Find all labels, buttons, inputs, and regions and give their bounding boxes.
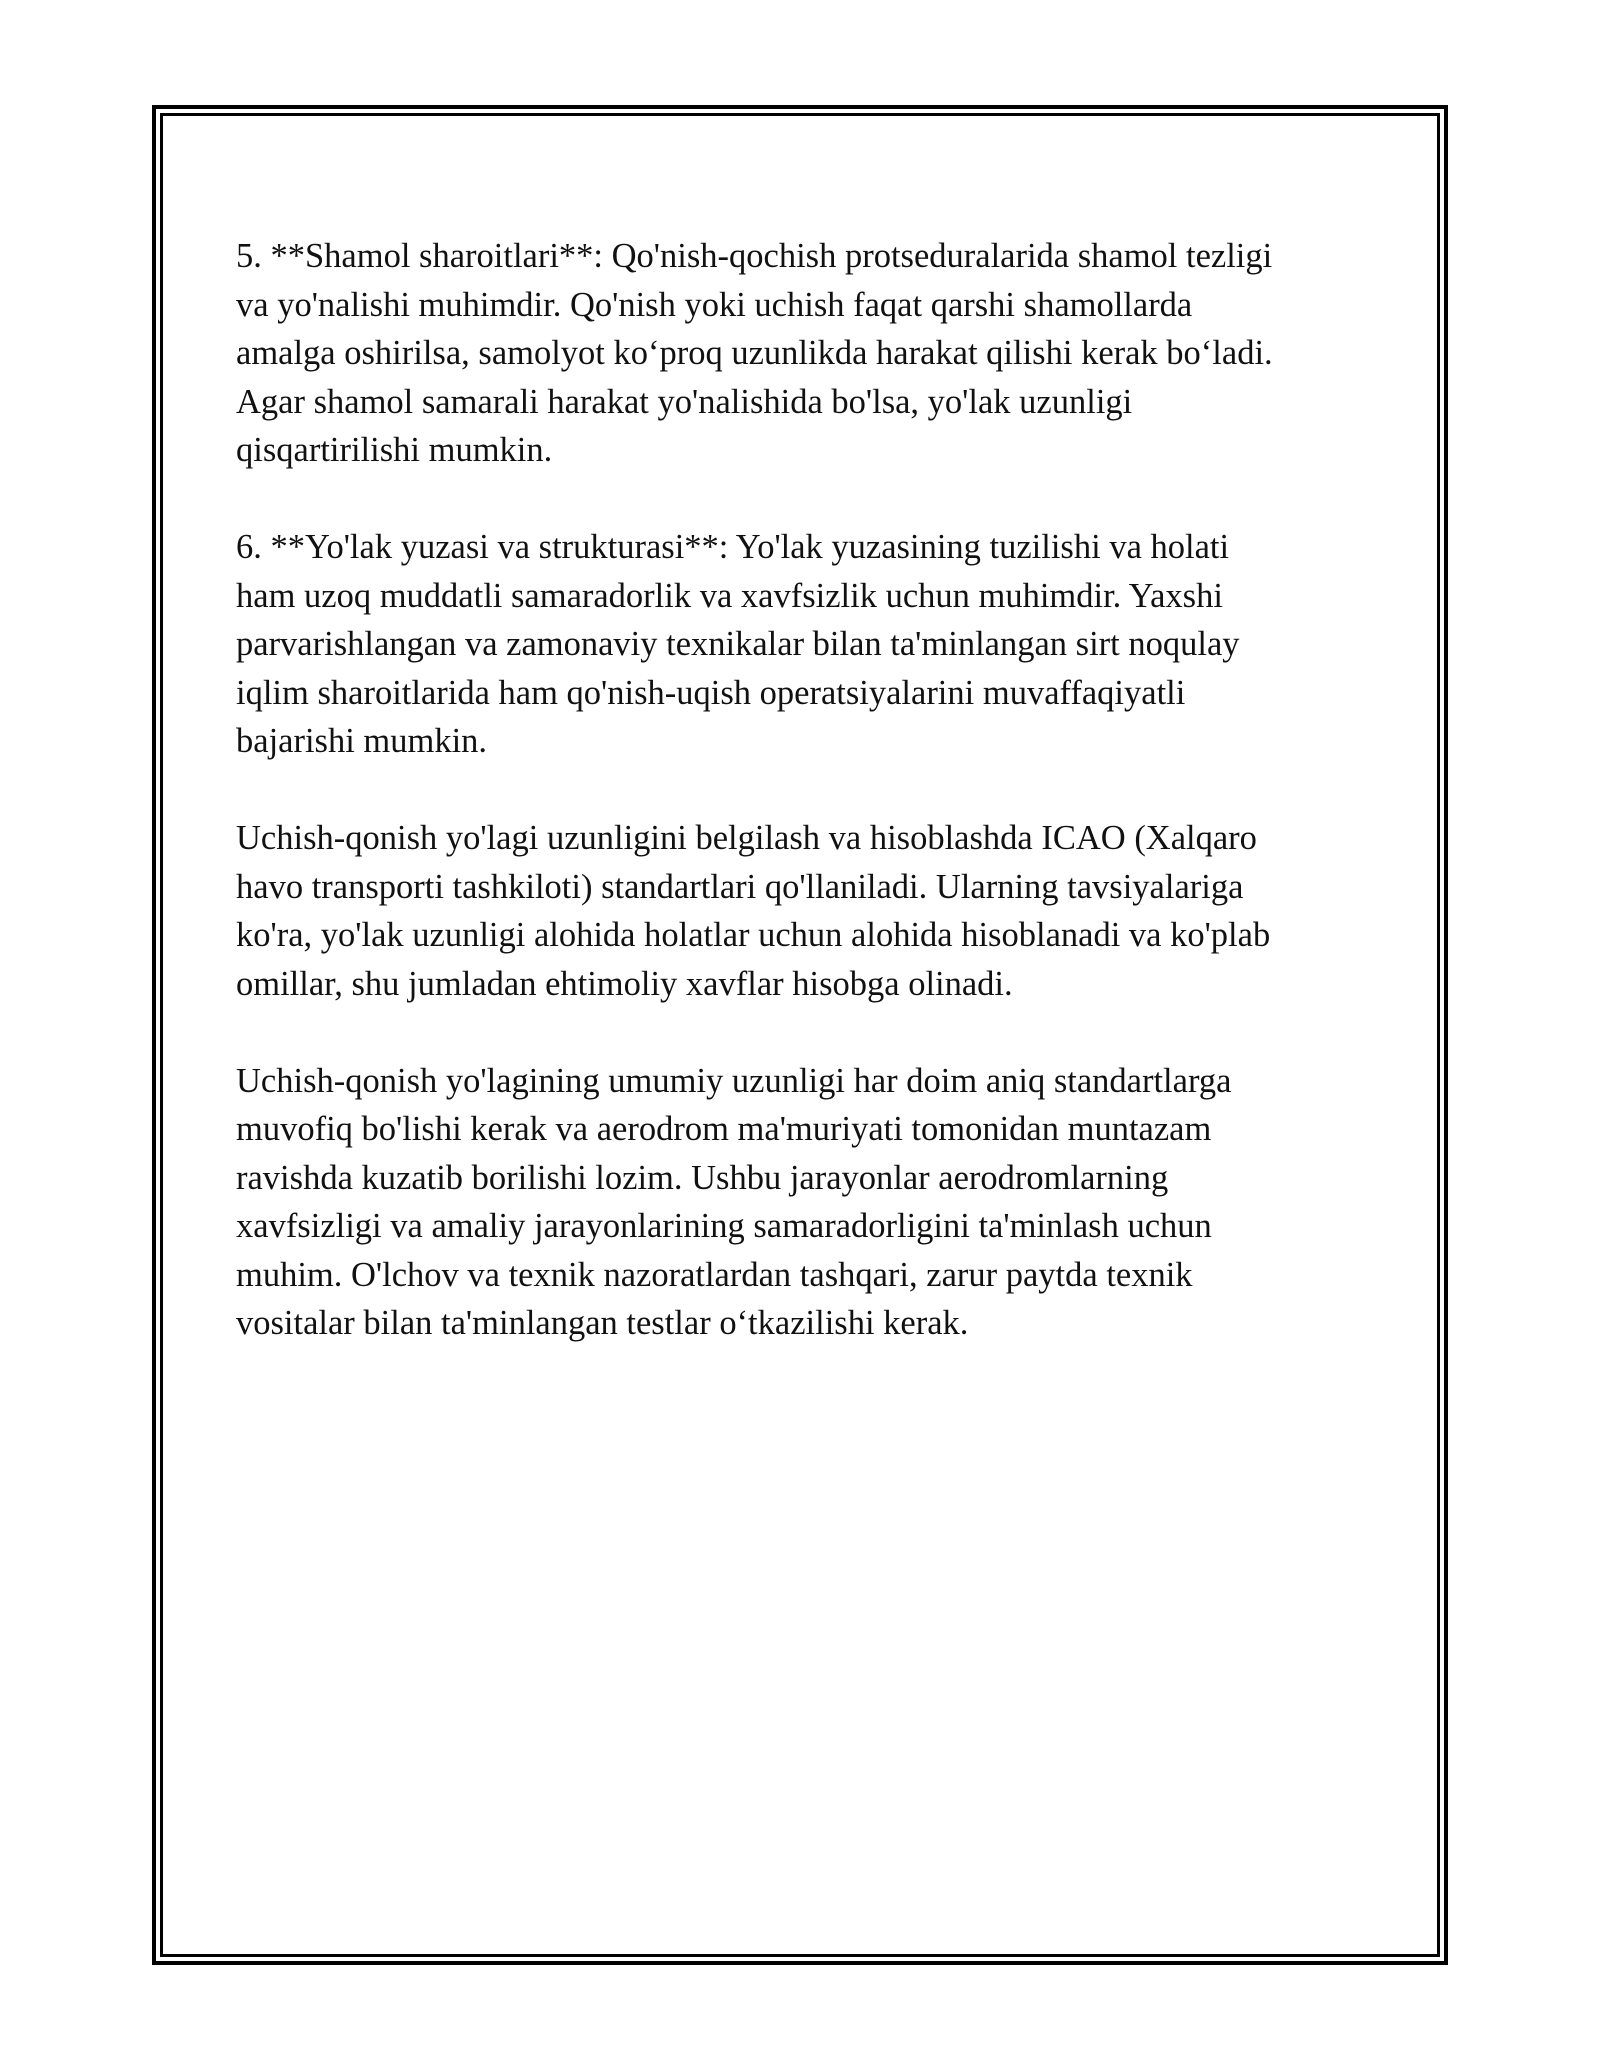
text-line: muhim. O'lchov va texnik nazoratlardan tashqari, zarur paytda texnik — [236, 1255, 1193, 1294]
text-line: omillar, shu jumladan ehtimoliy xavflar hisobga olinadi. — [236, 964, 1013, 1003]
text-line: 5. **Shamol sharoitlari**: Qo'nish-qochish protseduralarida shamol tezligi — [236, 237, 1273, 275]
text-line: havo transporti tashkiloti) standartlari qo'llaniladi. Ularning tavsiyalariga — [236, 867, 1244, 906]
text-line: 6. **Yo'lak yuzasi va strukturasi**: Yo'lak yuzasining tuzilishi va holati — [236, 528, 1230, 566]
text-line: va yo'nalishi muhimdir. Qo'nish yoki uchish faqat qarshi shamollarda — [236, 285, 1193, 324]
text-line: muvofiq bo'lishi kerak va aerodrom ma'muriyati tomonidan muntazam — [236, 1110, 1212, 1148]
text-line: parvarishlangan va zamonaviy texnikalar bilan ta'minlangan sirt noqulay — [236, 625, 1240, 663]
paragraph-icao-standards — [236, 814, 1366, 1008]
document-body — [236, 232, 1366, 1396]
paragraph-runway-surface — [236, 523, 1366, 766]
paragraph-total-length — [236, 1057, 1366, 1348]
paragraph-wind-conditions — [236, 232, 1366, 475]
text-line: amalga oshirilsa, samolyot ko‘proq uzunlikda harakat qilishi kerak bo‘ladi. — [236, 334, 1273, 372]
text-line: Agar shamol samarali harakat yo'nalishida bo'lsa, yo'lak uzunligi — [236, 382, 1133, 421]
text-line: xavfsizligi va amaliy jarayonlarining samaradorligini ta'minlash uchun — [236, 1207, 1212, 1245]
text-line: iqlim sharoitlarida ham qo'nish-uqish operatsiyalarini muvaffaqiyatli — [236, 673, 1186, 712]
text-line: qisqartirilishi mumkin. — [236, 431, 553, 469]
text-line: bajarishi mumkin. — [236, 722, 488, 760]
text-line: Uchish-qonish yo'lagining umumiy uzunligi har doim aniq standartlarga — [236, 1061, 1232, 1100]
text-line: ko'ra, yo'lak uzunligi alohida holatlar uchun alohida hisoblanadi va ko'plab — [236, 916, 1271, 954]
text-line: ravishda kuzatib borilishi lozim. Ushbu jarayonlar aerodromlarning — [236, 1158, 1169, 1197]
text-line: ham uzoq muddatli samaradorlik va xavfsizlik uchun muhimdir. Yaxshi — [236, 576, 1223, 615]
text-line: Uchish-qonish yo'lagi uzunligini belgilash va hisoblashda ICAO (Xalqaro — [236, 819, 1257, 857]
text-line: vositalar bilan ta'minlangan testlar o‘tkazilishi kerak. — [236, 1304, 969, 1342]
